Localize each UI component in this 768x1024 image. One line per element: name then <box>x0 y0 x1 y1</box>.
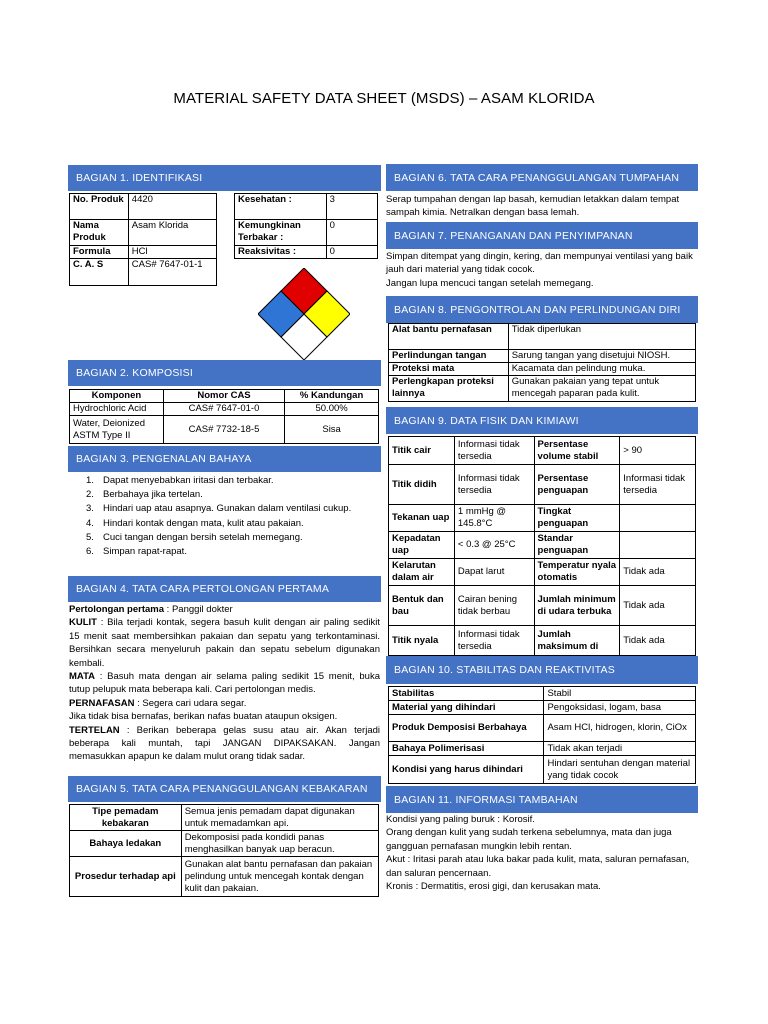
table-cell: Tidak ada <box>620 626 696 656</box>
table-cell: Persentase penguapan <box>534 465 620 505</box>
table-row <box>389 687 696 701</box>
table-cell: Kelarutan dalam air <box>389 559 455 586</box>
additional-info-line: Orang dengan kulit yang sudah terkena sebelumnya, mata dan juga gangguan pernafasan mungkin lebih rentan. <box>386 827 672 852</box>
table-cell: Cairan bening tidak berbau <box>454 586 534 626</box>
table-cell: Alat bantu pernafasan <box>389 324 509 350</box>
reactivity-label: Reaksivitas : <box>235 246 327 259</box>
table-row <box>389 715 696 742</box>
table-cell: Gunakan pakaian yang tepat untuk mencegah paparan pada kulit. <box>508 376 695 402</box>
table-cell: Tidak diperlukan <box>508 324 695 350</box>
table-cell: < 0.3 @ 25°C <box>454 532 534 559</box>
table-cell: Semua jenis pemadam dapat digunakan untuk memadamkan api. <box>181 805 378 831</box>
table-cell: Tekanan uap <box>389 505 455 532</box>
column-header: Komponen <box>70 390 164 403</box>
table-row <box>70 831 379 857</box>
table-cell: Hindari sentuhan dengan material yang tidak cocok <box>544 756 696 784</box>
storage-text <box>386 250 698 290</box>
section-6-header: BAGIAN 6. TATA CARA PENANGGULANGAN TUMPAHAN <box>386 164 698 191</box>
hazard-rating-table <box>234 193 378 259</box>
section-1-header: BAGIAN 1. IDENTIFIKASI <box>68 165 381 191</box>
section-11-header: BAGIAN 11. INFORMASI TAMBAHAN <box>386 786 698 813</box>
table-cell: Proteksi mata <box>389 363 509 376</box>
section-3-header: BAGIAN 3. PENGENALAN BAHAYA <box>68 446 381 472</box>
table-row <box>70 857 379 897</box>
table-cell: Perlindungan tangan <box>389 350 509 363</box>
table-cell: Standar penguapan <box>534 532 620 559</box>
table-cell: Stabil <box>544 687 696 701</box>
list-item: 1. Dapat menyebabkan iritasi dan terbakar. <box>86 475 274 486</box>
table-cell: Kondisi yang harus dihindari <box>389 756 544 784</box>
cas-value: CAS# 7647-01-1 <box>128 259 216 286</box>
table-cell: 50.00% <box>285 403 379 416</box>
table-cell: Pengoksidasi, logam, basa <box>544 701 696 715</box>
nfpa-diamond-icon <box>258 268 350 360</box>
formula-label: Formula <box>70 246 129 259</box>
flammability-label: Kemungkinan Terbakar : <box>235 220 327 246</box>
table-cell: Tidak ada <box>620 586 696 626</box>
table-row <box>389 626 696 656</box>
list-item: 3. Hindari uap atau asapnya. Gunakan dalam ventilasi cukup. <box>86 503 352 515</box>
hazard-list <box>68 474 368 559</box>
list-item: 5. Cuci tangan dengan bersih setelah memegang. <box>86 531 303 543</box>
table-row <box>389 532 696 559</box>
table-cell: Prosedur terhadap api <box>70 857 182 897</box>
first-aid-general: Pertolongan pertama : Panggil dokter <box>69 604 233 615</box>
first-aid-eyes: MATA : Basuh mata dengan air selama paling sedikit 15 menit, buka tutup pelupuk mata beberapa kali. Cari pertolongan medis. <box>69 671 380 696</box>
table-cell: Tidak ada <box>620 559 696 586</box>
section-5-header: BAGIAN 5. TATA CARA PENANGGULANGAN KEBAKARAN <box>68 776 381 802</box>
firefighting-table <box>69 804 379 897</box>
table-cell: Asam HCl, hidrogen, klorin, CiOx <box>544 715 696 742</box>
spill-text: Serap tumpahan dengan lap basah, kemudian letakkan dalam tempat sampah kimia. Netralkan dengan basa lemah. <box>386 194 680 219</box>
section-2-header: BAGIAN 2. KOMPOSISI <box>68 360 381 386</box>
table-cell: Hydrochloric Acid <box>70 403 164 416</box>
table-cell: Persentase volume stabil <box>534 437 620 465</box>
table-cell: Stabilitas <box>389 687 544 701</box>
stability-table <box>388 686 696 784</box>
first-aid-skin: KULIT : Bila terjadi kontak, segera basuh kulit dengan air paling sedikit 15 menit saat membersihkan pakaian dan sepatu yang terkontaminasi. Bersihkan secara menyeluruh pakain dan sepatu sebelum digunakan kembali. <box>69 617 380 669</box>
table-header-row <box>70 390 379 403</box>
section-8-header: BAGIAN 8. PENGONTROLAN DAN PERLINDUNGAN DIRI <box>386 296 698 323</box>
reactivity-value: 0 <box>326 246 377 259</box>
table-cell: CAS# 7732-18-5 <box>163 416 284 444</box>
table-cell: Temperatur nyala otomatis <box>534 559 620 586</box>
table-row <box>389 376 696 402</box>
list-item: 6. Simpan rapat-rapat. <box>86 546 187 558</box>
storage-text-2: Jangan lupa mencuci tangan setelah memegang. <box>386 277 594 289</box>
section-4-header: BAGIAN 4. TATA CARA PERTOLONGAN PERTAMA <box>68 576 381 602</box>
section-7-header: BAGIAN 7. PENANGANAN DAN PENYIMPANAN <box>386 222 698 249</box>
table-cell: Jumlah minimum di udara terbuka <box>534 586 620 626</box>
physical-properties-table <box>388 436 696 656</box>
composition-table <box>69 389 379 444</box>
table-row <box>389 324 696 350</box>
table-cell <box>620 505 696 532</box>
additional-info-text <box>386 813 698 893</box>
table-cell: Titik nyala <box>389 626 455 656</box>
cas-label: C. A. S <box>70 259 129 286</box>
product-name-label: Nama Produk <box>70 220 129 246</box>
table-row <box>389 465 696 505</box>
table-row <box>70 805 379 831</box>
identification-table <box>69 193 217 286</box>
product-name-value: Asam Klorida <box>128 220 216 246</box>
table-row <box>70 220 217 246</box>
table-cell: Bahaya Polimerisasi <box>389 742 544 756</box>
flammability-value: 0 <box>326 220 377 246</box>
table-row <box>389 756 696 784</box>
table-cell: Material yang dihindari <box>389 701 544 715</box>
table-cell: CAS# 7647-01-0 <box>163 403 284 416</box>
list-item: 2. Berbahaya jika tertelan. <box>86 489 203 501</box>
table-cell: Gunakan alat bantu pernafasan dan pakaian pelindung untuk mencegah kontak dengan kulit dan pakaian. <box>181 857 378 897</box>
storage-text-1: Simpan ditempat yang dingin, kering, dan mempunyai ventilasi yang baik jauh dari material yang tidak cocok. <box>386 251 693 276</box>
table-row <box>389 586 696 626</box>
first-aid-breathing-extra: Jika tidak bisa bernafas, berikan nafas buatan ataupun oksigen. <box>69 711 338 723</box>
table-cell: Tidak akan terjadi <box>544 742 696 756</box>
product-number-value: 4420 <box>128 194 216 220</box>
table-row <box>389 505 696 532</box>
table-cell: Informasi tidak tersedia <box>454 626 534 656</box>
table-row <box>389 350 696 363</box>
table-cell: Perlengkapan proteksi lainnya <box>389 376 509 402</box>
first-aid-text <box>69 603 380 764</box>
table-row <box>70 416 379 444</box>
additional-info-line: Akut : Iritasi parah atau luka bakar pada kulit, mata, saluran pernafasan, dan saluran pencernaan. <box>386 854 690 879</box>
table-cell: Informasi tidak tersedia <box>454 465 534 505</box>
section-10-header: BAGIAN 10. STABILITAS DAN REAKTIVITAS <box>386 656 698 684</box>
table-cell: 1 mmHg @ 145.8°C <box>454 505 534 532</box>
table-row <box>70 194 217 220</box>
table-row <box>70 403 379 416</box>
table-cell: Sisa <box>285 416 379 444</box>
first-aid-swallowed: TERTELAN : Berikan beberapa gelas susu atau air. Akan terjadi beberapa kali muntah, tapi JANGAN DIPAKSAKAN. Jangan memasukkan apapun ke dalam mulut orang tidak sadar. <box>69 724 380 763</box>
table-row <box>389 701 696 715</box>
additional-info-line: Kronis : Dermatitis, erosi gigi, dan kerusakan mata. <box>386 881 601 893</box>
list-item: 4. Hindari kontak dengan mata, kulit atau pakaian. <box>86 517 304 529</box>
formula-value: HCl <box>128 246 216 259</box>
table-row <box>235 220 378 246</box>
page-title: MATERIAL SAFETY DATA SHEET (MSDS) – ASAM KLORIDA <box>173 90 595 107</box>
table-row <box>235 246 378 259</box>
table-cell: > 90 <box>620 437 696 465</box>
table-cell: Sarung tangan yang disetujui NIOSH. <box>508 350 695 363</box>
product-number-label: No. Produk <box>70 194 129 220</box>
exposure-control-table <box>388 323 696 402</box>
table-row <box>389 363 696 376</box>
health-label: Kesehatan : <box>235 194 327 220</box>
first-aid-breathing: PERNAFASAN : Segera cari udara segar. <box>69 697 247 709</box>
table-row <box>70 246 217 259</box>
table-cell: Bahaya ledakan <box>70 831 182 857</box>
table-cell: Tingkat penguapan <box>534 505 620 532</box>
table-row <box>235 194 378 220</box>
table-cell: Water, Deionized ASTM Type II <box>70 416 164 444</box>
table-cell: Produk Demposisi Berbahaya <box>389 715 544 742</box>
table-row <box>70 259 217 286</box>
table-cell: Dapat larut <box>454 559 534 586</box>
table-row <box>389 437 696 465</box>
table-cell: Titik didih <box>389 465 455 505</box>
additional-info-line: Kondisi yang paling buruk : Korosif. <box>386 814 535 825</box>
table-cell: Informasi tidak tersedia <box>454 437 534 465</box>
table-cell: Kacamata dan pelindung muka. <box>508 363 695 376</box>
table-cell <box>620 532 696 559</box>
section-9-header: BAGIAN 9. DATA FISIK DAN KIMIAWI <box>386 407 698 434</box>
table-cell: Bentuk dan bau <box>389 586 455 626</box>
table-row <box>389 559 696 586</box>
table-cell: Dekomposisi pada kondidi panas menghasilkan banyak uap beracun. <box>181 831 378 857</box>
table-cell: Jumlah maksimum di <box>534 626 620 656</box>
table-row <box>389 742 696 756</box>
health-value: 3 <box>326 194 377 220</box>
table-cell: Kepadatan uap <box>389 532 455 559</box>
column-header: % Kandungan <box>285 390 379 403</box>
table-cell: Informasi tidak tersedia <box>620 465 696 505</box>
column-header: Nomor CAS <box>163 390 284 403</box>
table-cell: Tipe pemadam kebakaran <box>70 805 182 831</box>
table-cell: Titik cair <box>389 437 455 465</box>
